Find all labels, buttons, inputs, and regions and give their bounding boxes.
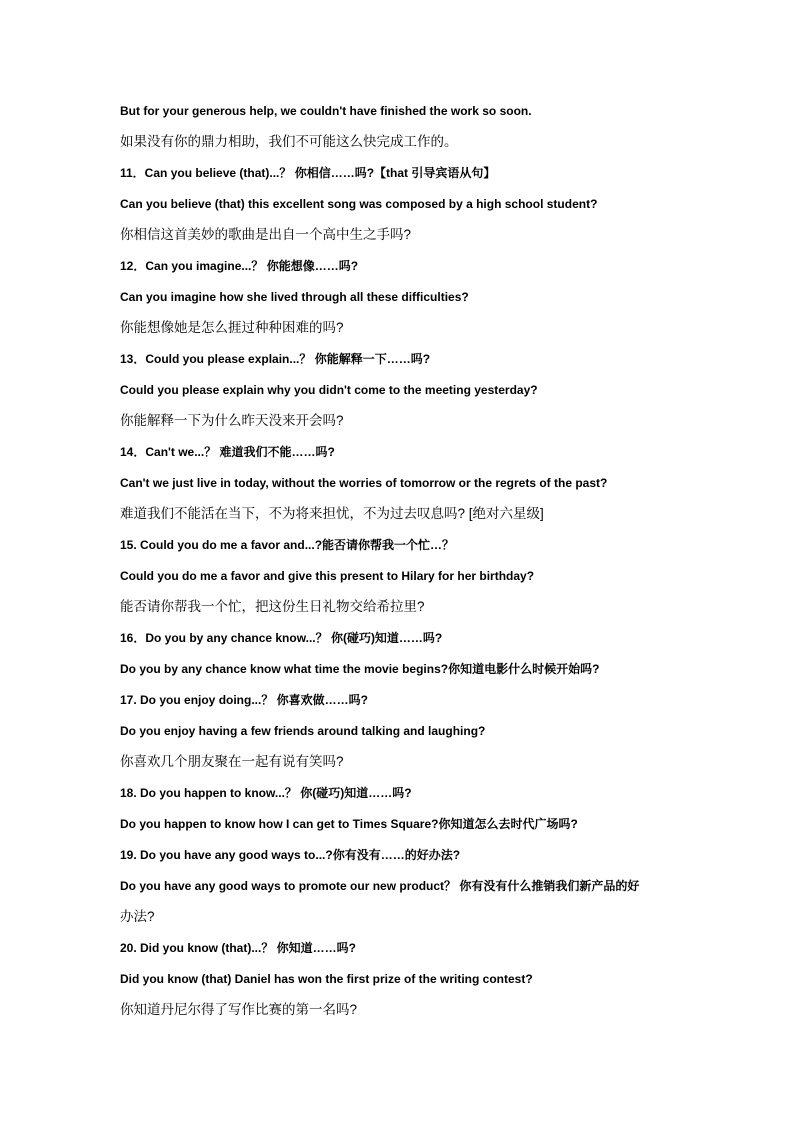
text-line: Do you by any chance know what time the movie begins?你知道电影什么时候开始吗?: [120, 662, 600, 676]
text-line: Could you do me a favor and give this present to Hilary for her birthday?: [120, 569, 535, 583]
text-line: 11．Can you believe (that)...？ 你相信……吗?【that 引导宾语从句】: [120, 166, 496, 180]
text-line: Do you happen to know how I can get to Times Square?你知道怎么去时代广场吗?: [120, 817, 578, 831]
text-line: 难道我们不能活在当下，不为将来担忧，不为过去叹息吗? [绝对六星级]: [120, 506, 544, 521]
text-line: 13．Could you please explain...？ 你能解释一下……吗?: [120, 352, 431, 366]
text-line: Did you know (that) Daniel has won the first prize of the writing contest?: [120, 972, 533, 986]
text-line: 15. Could you do me a favor and...?能否请你帮我一个忙…？: [120, 538, 455, 552]
text-line: 能否请你帮我一个忙，把这份生日礼物交给希拉里?: [120, 599, 425, 614]
text-line: Do you have any good ways to promote our new product？ 你有没有什么推销我们新产品的好: [120, 879, 640, 893]
text-line: 17. Do you enjoy doing...？ 你喜欢做……吗?: [120, 693, 369, 707]
text-line: 你相信这首美妙的歌曲是出自一个高中生之手吗?: [120, 227, 412, 242]
text-line: But for your generous help, we couldn't have finished the work so soon.: [120, 104, 532, 118]
text-line: 19. Do you have any good ways to...?你有没有……的好办法?: [120, 848, 461, 862]
text-line: 18. Do you happen to know...？ 你(碰巧)知道……吗?: [120, 786, 412, 800]
text-line: 16．Do you by any chance know...？ 你(碰巧)知道……吗?: [120, 631, 443, 645]
text-line: Can't we just live in today, without the worries of tomorrow or the regrets of the past?: [120, 476, 608, 490]
text-line: Could you please explain why you didn't come to the meeting yesterday?: [120, 383, 538, 397]
text-line: Can you imagine how she lived through all these difficulties?: [120, 290, 469, 304]
text-line: Do you enjoy having a few friends around talking and laughing?: [120, 724, 486, 738]
text-line: 12．Can you imagine...？ 你能想像……吗?: [120, 259, 359, 273]
text-line: Can you believe (that) this excellent song was composed by a high school student?: [120, 197, 598, 211]
text-line: 你能想像她是怎么捱过种种困难的吗?: [120, 320, 344, 335]
text-line: 你知道丹尼尔得了写作比赛的第一名吗?: [120, 1002, 358, 1017]
text-line: 办法?: [120, 909, 155, 924]
document-body: [120, 100, 690, 1030]
text-line: 你能解释一下为什么昨天没来开会吗?: [120, 413, 344, 428]
text-line: 如果没有你的鼎力相助，我们不可能这么快完成工作的。: [120, 134, 458, 149]
text-line: 14．Can't we...？ 难道我们不能……吗?: [120, 445, 335, 459]
text-line: 你喜欢几个朋友聚在一起有说有笑吗?: [120, 754, 344, 769]
text-line: 20. Did you know (that)...？ 你知道……吗?: [120, 941, 357, 955]
